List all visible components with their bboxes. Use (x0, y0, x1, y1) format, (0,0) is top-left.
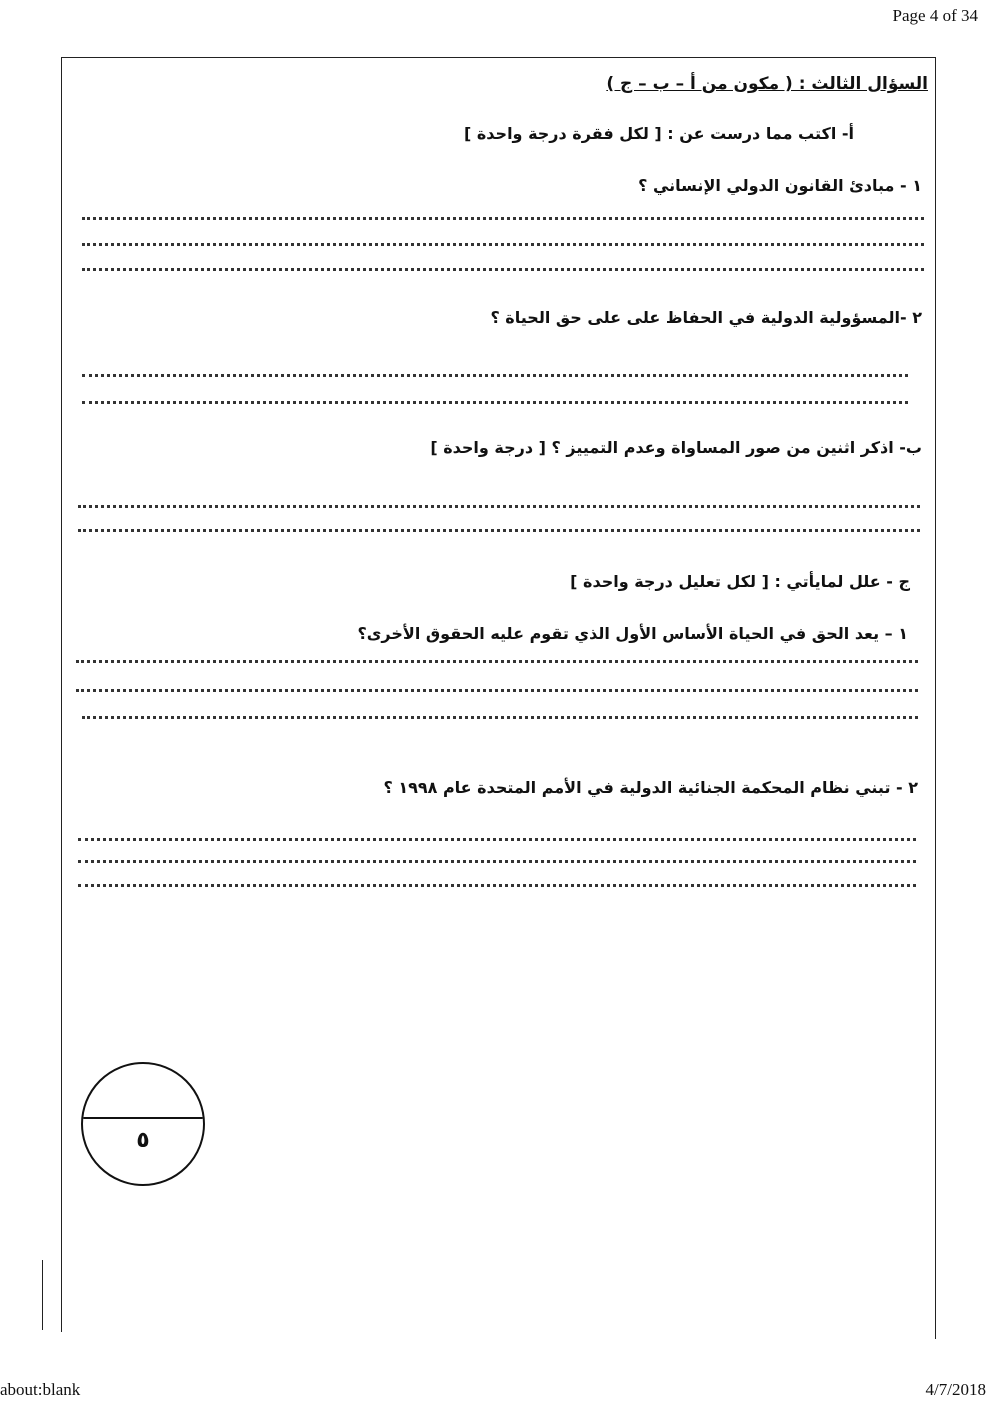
answer-line (78, 860, 916, 863)
answer-line (76, 660, 918, 663)
score-circle (81, 1062, 205, 1186)
frame-left-border-lower (42, 1260, 43, 1330)
part-c-item-1: ١ – يعد الحق في الحياة الأساس الأول الذي تقوم عليه الحقوق الأخرى؟ (357, 624, 908, 643)
answer-line (82, 401, 908, 404)
answer-line (82, 243, 924, 246)
footer-date: 4/7/2018 (925, 1380, 986, 1399)
part-a-item-2: ٢ -المسؤولية الدولية في الحفاظ على على حق الحياة ؟ (490, 308, 922, 327)
answer-line (76, 689, 918, 692)
part-a-item-1: ١ - مبادئ القانون الدولي الإنساني ؟ (638, 176, 922, 195)
answer-line (82, 217, 924, 220)
answer-line (78, 529, 920, 532)
part-a-instruction: أ- اكتب مما درست عن : [ لكل فقرة درجة واحدة ] (463, 124, 854, 143)
frame-top-border (62, 57, 936, 58)
answer-line (82, 268, 924, 271)
frame-right-border (935, 57, 936, 1339)
part-b-instruction: ب- اذكر اثنين من صور المساواة وعدم التمييز ؟ [ درجة واحدة ] (430, 438, 922, 457)
answer-line (78, 838, 916, 841)
answer-line (82, 716, 918, 719)
question-title: السؤال الثالث : ( مكون من أ – ب – ج ) (606, 74, 928, 94)
answer-line (78, 884, 916, 887)
part-c-item-2: ٢ - تبني نظام المحكمة الجنائية الدولية في الأمم المتحدة عام ١٩٩٨ ؟ (383, 778, 918, 797)
answer-line (82, 374, 908, 377)
footer-url: about:blank (0, 1380, 81, 1399)
frame-left-border (61, 57, 62, 1332)
score-circle-value: ٥ (136, 1128, 150, 1153)
page-label: Page 4 of 34 (892, 6, 978, 25)
part-c-instruction: ج - علل لمايأتي : [ لكل تعليل درجة واحدة ] (570, 572, 910, 591)
score-circle-divider (83, 1117, 203, 1119)
answer-line (78, 505, 920, 508)
